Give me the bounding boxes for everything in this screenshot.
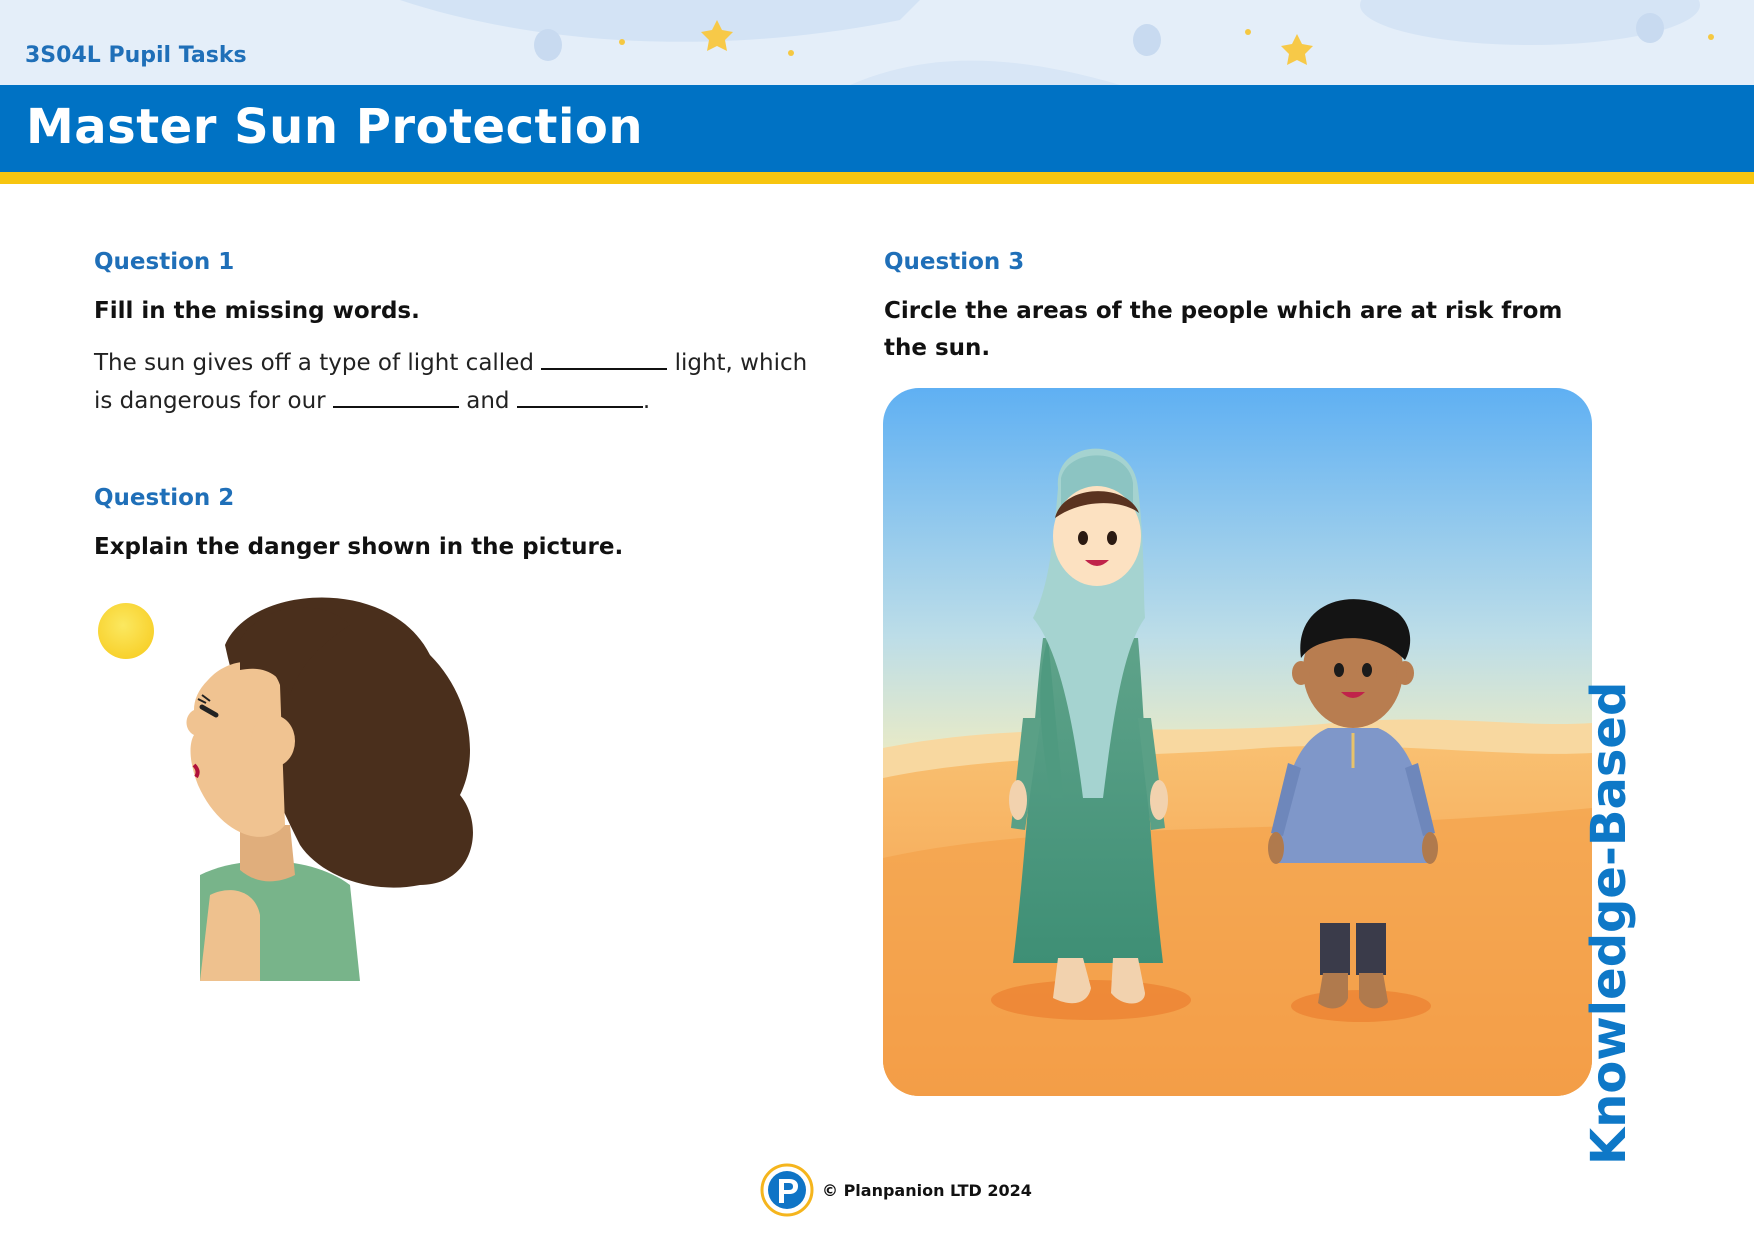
accent-strip <box>0 172 1754 184</box>
question-1-text <box>94 344 814 420</box>
desert-people-illustration <box>883 388 1592 1096</box>
question-3-heading: Question 3 <box>884 249 1025 275</box>
sentence-part: light, which <box>674 350 808 376</box>
sky-decoration <box>0 0 1754 85</box>
planpanion-logo-icon <box>760 1163 814 1217</box>
question-3-instruction: Circle the areas of the people which are at risk from the sun. <box>884 298 1563 361</box>
footer <box>760 1163 1032 1217</box>
answer-blank-3[interactable] <box>517 384 643 408</box>
answer-blank-1[interactable] <box>541 346 667 370</box>
question-2-instruction: Explain the danger shown in the picture. <box>94 534 624 560</box>
star-icon <box>1281 34 1313 65</box>
girl-in-sun-illustration <box>90 585 510 985</box>
page-title: Master Sun Protection <box>26 99 644 155</box>
answer-blank-2[interactable] <box>333 384 459 408</box>
sun-icon <box>98 603 154 659</box>
copyright-text: © Planpanion LTD 2024 <box>822 1180 1032 1200</box>
worksheet-code: 3S04L Pupil Tasks <box>25 43 247 68</box>
sentence-end: . <box>642 388 651 414</box>
sentence-part: The sun gives off a type of light called <box>94 350 534 376</box>
header-band <box>0 0 1754 85</box>
question-1-heading: Question 1 <box>94 249 235 275</box>
question-1-instruction: Fill in the missing words. <box>94 298 420 324</box>
sentence-part: is dangerous for our <box>94 388 326 414</box>
sentence-part: and <box>466 388 510 414</box>
title-bar <box>0 85 1754 172</box>
question-2-heading: Question 2 <box>94 485 235 511</box>
side-label: Knowledge-Based <box>1581 681 1637 1165</box>
